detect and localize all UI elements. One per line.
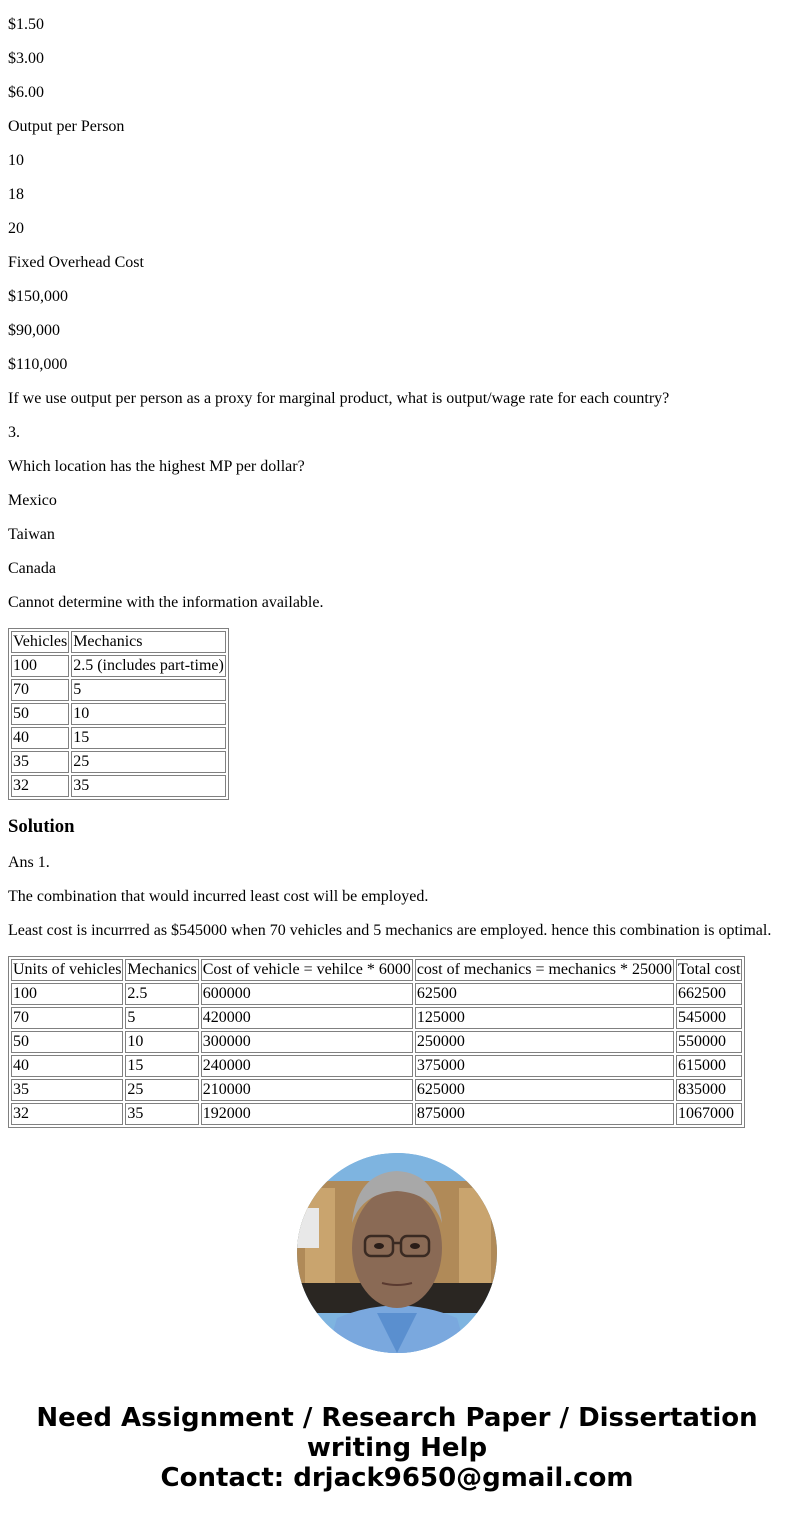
avatar: [297, 1153, 497, 1353]
table-cell: 210000: [201, 1079, 413, 1101]
table-row: [11, 655, 226, 677]
answer-option: Mexico: [8, 492, 57, 509]
wage-value: $1.50: [8, 16, 44, 33]
table-cell: 250000: [415, 1031, 674, 1053]
solution-heading: Solution: [8, 816, 75, 837]
overhead-value: $150,000: [8, 288, 68, 305]
answer-label: Ans 1.: [8, 854, 50, 871]
table-row: [11, 1031, 742, 1053]
output-heading: Output per Person: [8, 118, 125, 135]
table-cell: 625000: [415, 1079, 674, 1101]
table-cell: 35: [11, 751, 69, 773]
overhead-value: $90,000: [8, 322, 60, 339]
promo-line: writing Help: [306, 1433, 488, 1463]
table-cell: 125000: [415, 1007, 674, 1029]
header-cell: Total cost: [676, 959, 742, 981]
table-row: [11, 679, 226, 701]
table-cell: 32: [11, 775, 69, 797]
table-cell: 62500: [415, 983, 674, 1005]
table-cell: 50: [11, 1031, 123, 1053]
table-cell: 300000: [201, 1031, 413, 1053]
table-cell: 420000: [201, 1007, 413, 1029]
answer-option: Taiwan: [8, 526, 55, 543]
table-cell: 240000: [201, 1055, 413, 1077]
mp-question: Which location has the highest MP per dollar?: [8, 458, 305, 475]
table-cell: 32: [11, 1103, 123, 1125]
table-cell: 875000: [415, 1103, 674, 1125]
header-cell: Cost of vehicle = vehilce * 6000: [201, 959, 413, 981]
table-cell: 10: [125, 1031, 198, 1053]
cost-table: [8, 956, 745, 1128]
header-cell: cost of mechanics = mechanics * 25000: [415, 959, 674, 981]
solution-text: Least cost is incurrred as $545000 when 70 vehicles and 5 mechanics are employed. hence this combination is optimal.: [8, 922, 772, 939]
header-cell: Vehicles: [11, 631, 69, 653]
table-cell: 100: [11, 983, 123, 1005]
table-cell: 545000: [676, 1007, 742, 1029]
table-cell: 835000: [676, 1079, 742, 1101]
table-cell: 35: [11, 1079, 123, 1101]
table-cell: 5: [71, 679, 226, 701]
promo-banner: [0, 1403, 794, 1493]
table-cell: 35: [125, 1103, 198, 1125]
table-cell: 70: [11, 679, 69, 701]
header-cell: Mechanics: [71, 631, 226, 653]
promo-contact: Contact: drjack9650@gmail.com: [160, 1463, 634, 1493]
table-cell: 5: [125, 1007, 198, 1029]
table-cell: 15: [71, 727, 226, 749]
table-row: [11, 983, 742, 1005]
table-cell: 550000: [676, 1031, 742, 1053]
table-cell: 40: [11, 727, 69, 749]
header-cell: Mechanics: [125, 959, 198, 981]
table-cell: 35: [71, 775, 226, 797]
table-row: [11, 1103, 742, 1125]
table-cell: 40: [11, 1055, 123, 1077]
table-cell: 15: [125, 1055, 198, 1077]
table-row: [11, 1055, 742, 1077]
table-row: [11, 751, 226, 773]
promo-line: Need Assignment / Research Paper / Dissertation: [36, 1403, 758, 1433]
table-cell: 100: [11, 655, 69, 677]
avatar-portrait-icon: [297, 1153, 497, 1353]
table-cell: 615000: [676, 1055, 742, 1077]
wage-value: $6.00: [8, 84, 44, 101]
overhead-value: $110,000: [8, 356, 68, 373]
combo-table: [8, 628, 229, 800]
table-header-row: [11, 959, 742, 981]
answer-option: Cannot determine with the information available.: [8, 594, 324, 611]
output-value: 20: [8, 220, 24, 237]
table-cell: 2.5: [125, 983, 198, 1005]
table-cell: 25: [71, 751, 226, 773]
table-row: [11, 1007, 742, 1029]
table-cell: 50: [11, 703, 69, 725]
table-row: [11, 775, 226, 797]
table-cell: 192000: [201, 1103, 413, 1125]
solution-text: The combination that would incurred least cost will be employed.: [8, 888, 429, 905]
question-prompt: If we use output per person as a proxy for marginal product, what is output/wage rate for each country?: [8, 390, 670, 407]
table-cell: 2.5 (includes part-time): [71, 655, 226, 677]
table-row: [11, 703, 226, 725]
wage-value: $3.00: [8, 50, 44, 67]
table-cell: 600000: [201, 983, 413, 1005]
question-number: 3.: [8, 424, 20, 441]
table-cell: 25: [125, 1079, 198, 1101]
table-cell: 375000: [415, 1055, 674, 1077]
header-cell: Units of vehicles: [11, 959, 123, 981]
document-body: [8, 0, 786, 1144]
table-cell: 1067000: [676, 1103, 742, 1125]
table-cell: 70: [11, 1007, 123, 1029]
output-value: 10: [8, 152, 24, 169]
table-cell: 10: [71, 703, 226, 725]
table-row: [11, 727, 226, 749]
output-value: 18: [8, 186, 24, 203]
table-cell: 662500: [676, 983, 742, 1005]
table-row: [11, 1079, 742, 1101]
table-header-row: [11, 631, 226, 653]
answer-option: Canada: [8, 560, 56, 577]
overhead-heading: Fixed Overhead Cost: [8, 254, 144, 271]
